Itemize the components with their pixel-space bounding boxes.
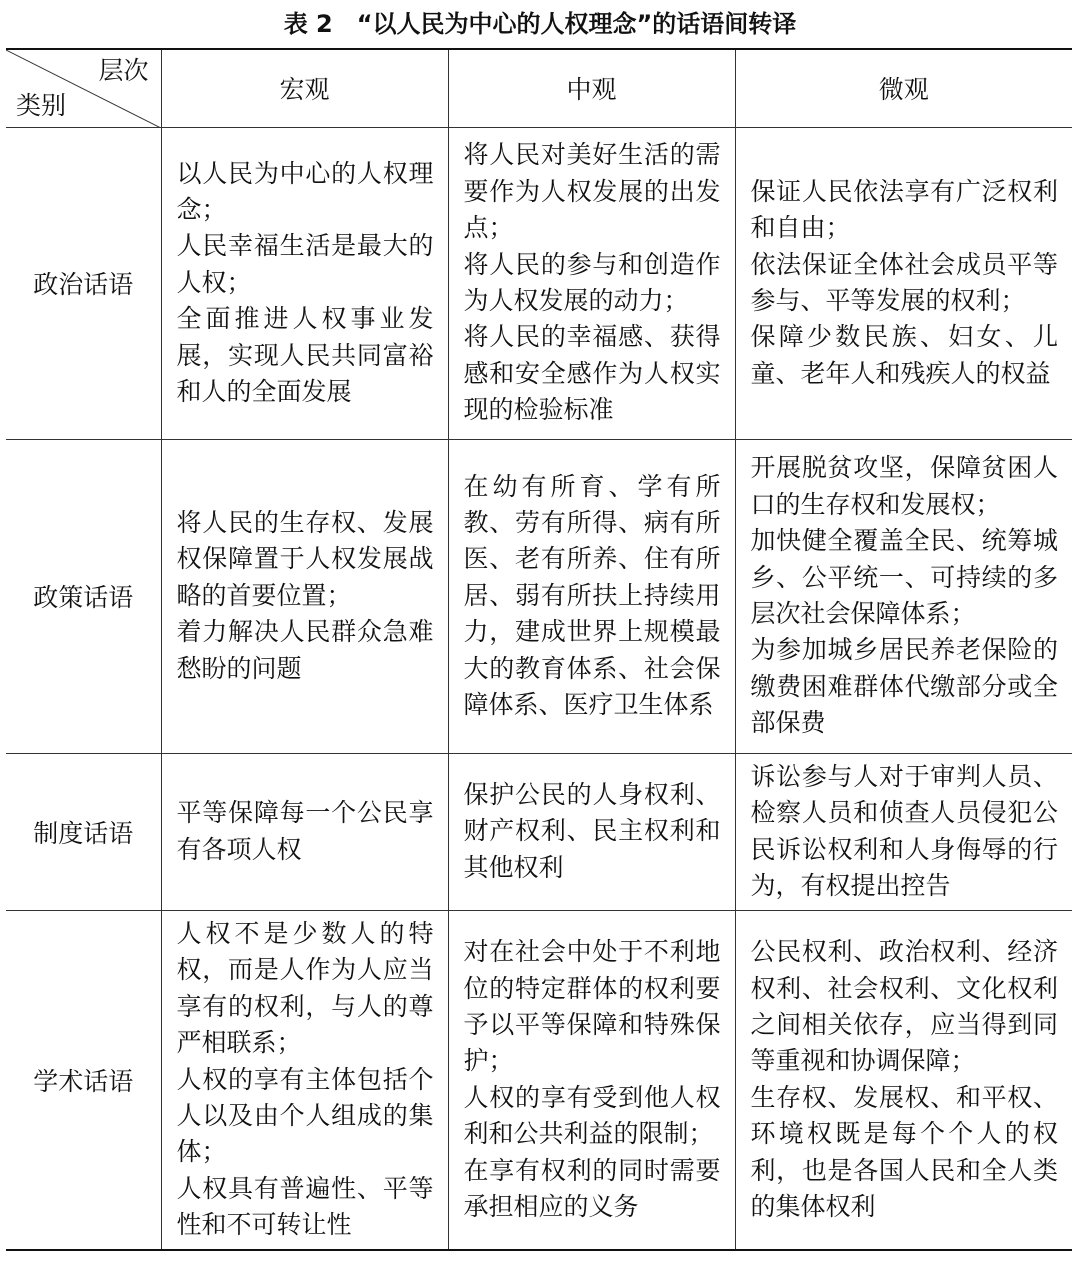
cell-item: 人权不是少数人的特权，而是人作为人应当享有的权利，与人的尊严相联系； [176,918,434,1058]
cell-item: 加快健全覆盖全民、统筹城乡、公平统一、可持续的多层次社会保障体系； [750,526,1058,628]
corner-cell [6,49,161,127]
cell-item: 以人民为中心的人权理念； [176,158,434,224]
meso-cell [448,127,735,439]
row-category: 学术话语 [6,910,161,1250]
cell-item: 公民权利、政治权利、经济权利、社会权利、文化权利之间相关依存，应当得到同等重视和协调保障； [750,937,1058,1076]
cell-item: 保障少数民族、妇女、儿童、老年人和残疾人的权益 [750,322,1058,388]
level-label: 层次 [98,56,149,85]
macro-cell [161,753,448,910]
cell-item: 生存权、发展权、和平权、环境权既是每个个人的权利，也是各国人民和全人类的集体权利 [750,1082,1058,1221]
cell-item: 为参加城乡居民养老保险的缴费困难群体代缴部分或全部保费 [750,635,1058,738]
table-row [6,910,1072,1250]
meso-cell [448,910,735,1250]
row-category: 政治话语 [6,127,161,439]
macro-cell [161,910,448,1250]
cell-item: 保护公民的人身权利、财产权利、民主权利和其他权利 [463,779,721,882]
table-title: “以人民为中心的人权理念”的话语间转译 [356,10,797,38]
cell-item: 开展脱贫攻坚，保障贫困人口的生存权和发展权； [750,453,1058,519]
category-label: 类别 [16,90,67,120]
cell-item: 对在社会中处于不利地位的特定群体的权利要予以平等保障和特殊保护； [463,937,721,1076]
cell-item: 人权的享有主体包括个人以及由个人组成的集体； [176,1064,434,1167]
cell-item: 在享有权利的同时需要承担相应的义务 [463,1155,721,1221]
table-caption [0,6,1080,42]
cell-item: 保证人民依法享有广泛权利和自由； [750,176,1058,243]
column-header-meso: 中观 [448,49,735,127]
table-number: 表 2 [283,10,333,38]
macro-cell [161,439,448,753]
cell-item: 将人民对美好生活的需要作为人权发展的出发点； [463,140,721,243]
micro-cell [735,910,1072,1250]
cell-item: 将人民的幸福感、获得感和安全感作为人权实现的检验标准 [463,322,721,425]
cell-item: 人权的享有受到他人权利和公共利益的限制； [463,1082,721,1149]
cell-item: 全面推进人权事业发展，实现人民共同富裕和人的全面发展 [176,304,434,407]
discourse-table [6,48,1072,1251]
row-category: 制度话语 [6,753,161,910]
cell-item: 诉讼参与人对于审判人员、检察人员和侦查人员侵犯公民诉讼权利和人身侮辱的行为，有权提出控告 [750,761,1058,900]
table-row [6,753,1072,910]
cell-item: 依法保证全体社会成员平等参与、平等发展的权利； [750,249,1058,315]
cell-item: 将人民的生存权、发展权保障置于人权发展战略的首要位置； [176,507,434,610]
meso-cell [448,753,735,910]
macro-cell [161,127,448,439]
table-row [6,127,1072,439]
cell-item: 平等保障每一个公民享有各项人权 [176,798,434,864]
micro-cell [735,753,1072,910]
micro-cell [735,439,1072,753]
column-header-macro: 宏观 [161,49,448,127]
cell-item: 人民幸福生活是最大的人权； [176,231,434,297]
column-header-micro: 微观 [735,49,1072,127]
micro-cell [735,127,1072,439]
table-row [6,439,1072,753]
cell-item: 将人民的参与和创造作为人权发展的动力； [463,249,721,315]
cell-item: 着力解决人民群众急难愁盼的问题 [176,617,434,683]
meso-cell [448,439,735,753]
cell-item: 人权具有普遍性、平等性和不可转让性 [176,1173,434,1240]
row-category: 政策话语 [6,439,161,753]
cell-item: 在幼有所育、学有所教、劳有所得、病有所医、老有所养、住有所居、弱有所扶上持续用力，建成世界上规模最大的教育体系、社会保障体系、医疗卫生体系 [463,471,721,720]
header-row [6,49,1072,127]
